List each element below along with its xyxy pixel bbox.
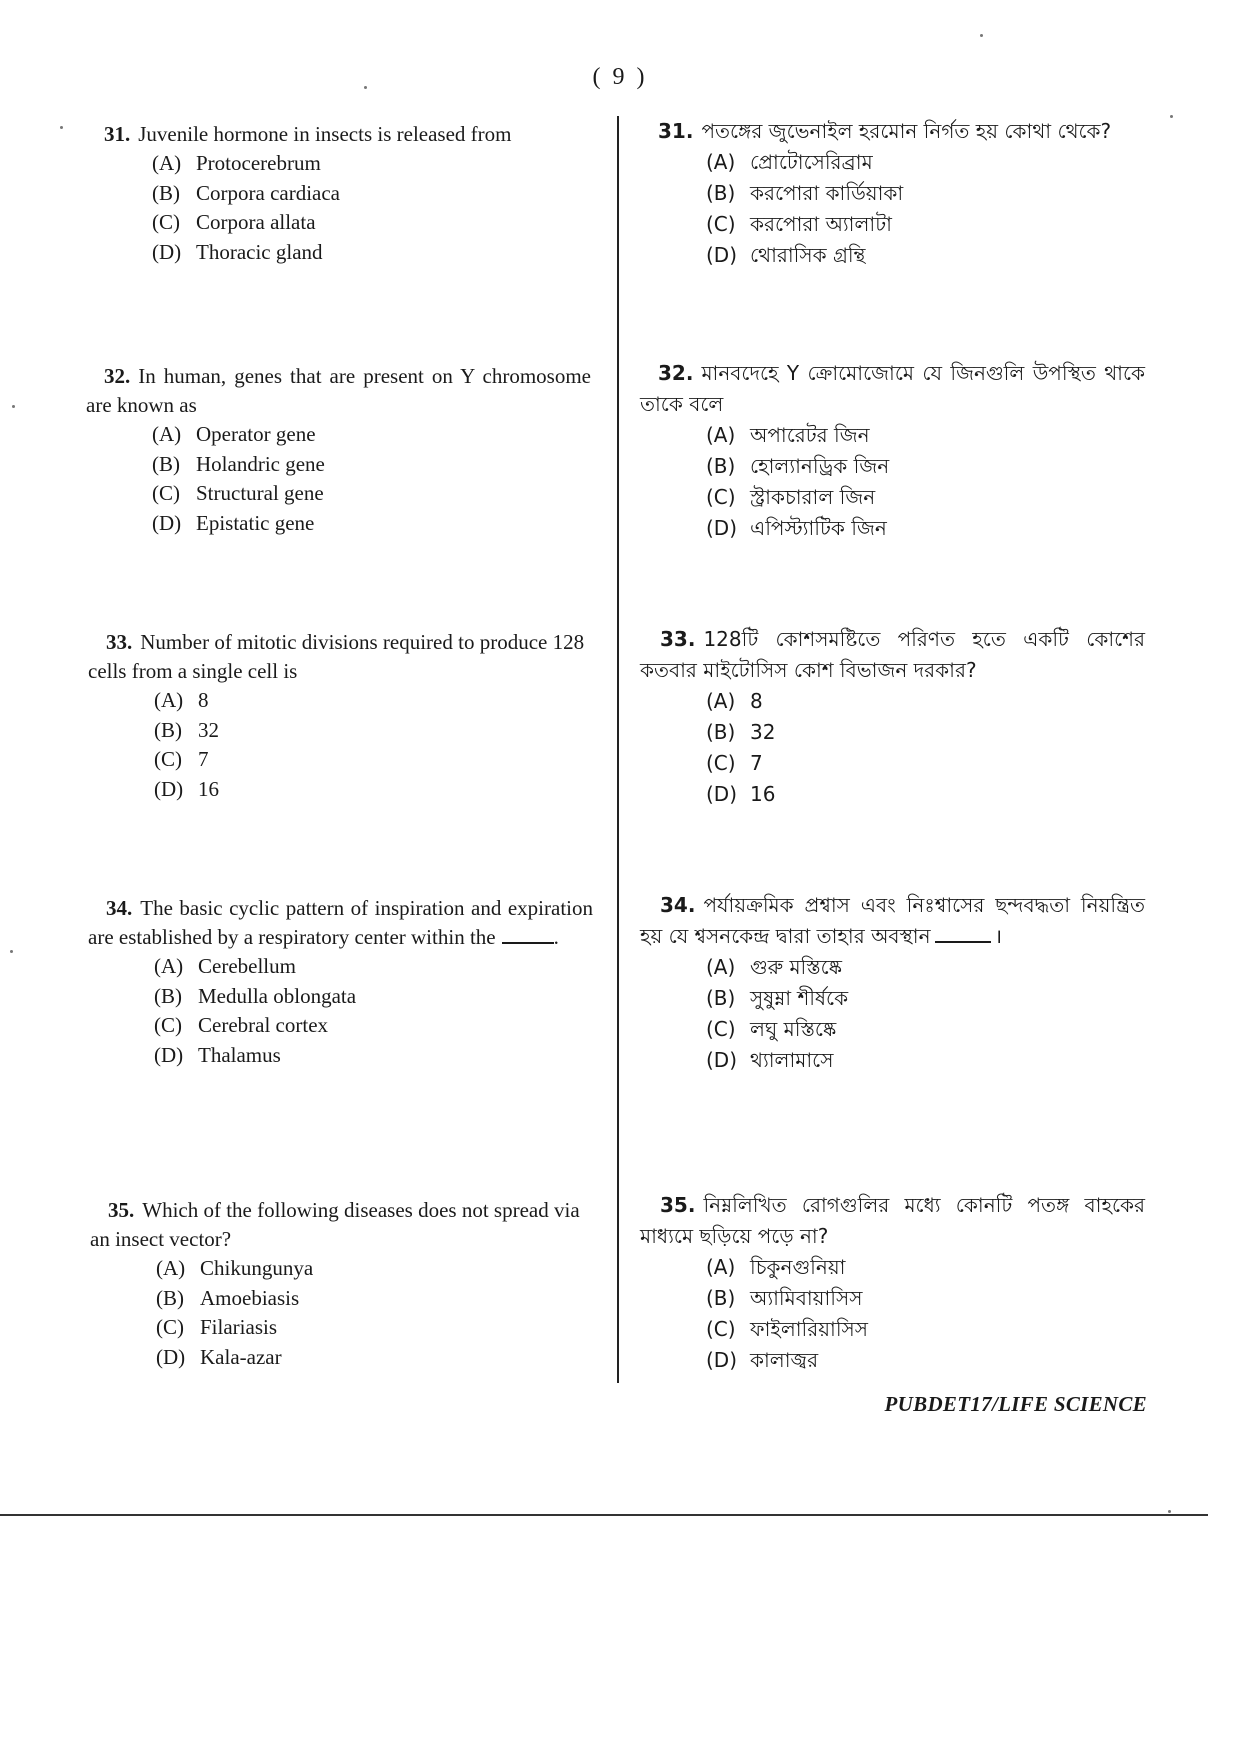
option-label: (C) xyxy=(706,212,736,236)
question-number: 33. xyxy=(106,630,133,654)
option-text: এপিস্ট্যাটিক জিন xyxy=(750,516,887,540)
option-b xyxy=(154,716,593,746)
question-33-bn xyxy=(640,624,1145,810)
option-text: প্রোটোসেরিব্রাম xyxy=(750,150,873,174)
option-b xyxy=(152,179,604,209)
option-label: (D) xyxy=(152,510,182,535)
option-text: করপোরা কার্ডিয়াকা xyxy=(750,181,904,205)
option-label: (A) xyxy=(706,150,736,174)
option-list xyxy=(152,420,591,538)
option-text: 32 xyxy=(198,717,219,742)
question-number: 35. xyxy=(660,1193,696,1217)
option-label: (B) xyxy=(706,1286,736,1310)
question-number: 32. xyxy=(658,361,694,385)
question-33-en xyxy=(88,628,593,804)
option-b xyxy=(706,178,1138,209)
question-stem: Number of mitotic divisions required to produce 128 cells from a single cell is xyxy=(88,630,585,683)
option-list xyxy=(706,420,1145,544)
option-label: (A) xyxy=(154,954,184,978)
option-text: Medulla oblongata xyxy=(198,983,357,1008)
option-a xyxy=(152,149,604,179)
scan-speck xyxy=(980,34,983,37)
option-a xyxy=(156,1254,595,1284)
option-b xyxy=(706,1283,1145,1314)
option-text: লঘু মস্তিষ্কে xyxy=(750,1017,837,1041)
option-d xyxy=(152,509,591,539)
option-label: (A) xyxy=(706,689,736,713)
scan-speck xyxy=(10,950,13,953)
option-label: (D) xyxy=(152,239,182,264)
option-text: Corpora cardiaca xyxy=(196,180,340,205)
option-label: (C) xyxy=(706,485,736,509)
option-text: Thalamus xyxy=(198,1042,281,1067)
option-list xyxy=(706,952,1145,1076)
option-text: 7 xyxy=(198,747,209,771)
question-number: 33. xyxy=(660,627,696,651)
option-a xyxy=(154,686,593,716)
option-label: (C) xyxy=(152,481,180,505)
option-text: Cerebellum xyxy=(198,954,296,978)
option-label: (D) xyxy=(154,1042,184,1067)
option-label: (B) xyxy=(706,454,736,478)
option-d xyxy=(152,238,604,268)
option-c xyxy=(154,1011,593,1041)
option-text: 8 xyxy=(750,689,763,713)
scan-speck xyxy=(1168,1510,1171,1513)
option-text: Holandric gene xyxy=(196,451,325,476)
option-label: (B) xyxy=(706,720,736,744)
option-label: (C) xyxy=(154,1013,182,1037)
option-text: Corpora allata xyxy=(196,210,316,234)
option-text: Cerebral cortex xyxy=(198,1013,329,1037)
question-number: 34. xyxy=(660,893,696,917)
scan-speck xyxy=(60,126,63,129)
option-label: (C) xyxy=(156,1315,184,1339)
option-label: (D) xyxy=(156,1344,186,1369)
option-c xyxy=(154,745,593,775)
option-text: Structural gene xyxy=(196,481,324,505)
option-c xyxy=(706,748,1145,779)
option-text: অ্যামিবায়াসিস xyxy=(750,1286,863,1310)
option-a xyxy=(152,420,591,450)
question-stem-end: । xyxy=(994,924,1003,948)
option-list xyxy=(156,1254,595,1372)
option-label: (B) xyxy=(706,181,736,205)
question-stem-end: . xyxy=(553,925,559,949)
option-label: (B) xyxy=(156,1285,184,1310)
question-34-en xyxy=(88,894,593,1070)
question-text xyxy=(88,894,593,952)
option-c xyxy=(706,1314,1145,1345)
option-text: 7 xyxy=(750,751,763,775)
option-c xyxy=(152,479,591,509)
option-list xyxy=(706,147,1138,271)
option-text: ফাইলারিয়াসিস xyxy=(750,1317,868,1341)
option-label: (D) xyxy=(706,1048,738,1072)
option-label: (C) xyxy=(706,751,736,775)
option-label: (A) xyxy=(706,1255,736,1279)
option-label: (B) xyxy=(152,451,180,476)
option-text: সুষুম্না শীর্ষকে xyxy=(750,986,849,1010)
option-c xyxy=(156,1313,595,1343)
option-a xyxy=(706,147,1138,178)
option-c xyxy=(706,1014,1145,1045)
option-b xyxy=(152,450,591,480)
option-label: (A) xyxy=(706,423,736,447)
question-stem: পর্যায়ক্রমিক প্রশ্বাস এবং নিঃশ্বাসের ছন্দবদ্ধতা নিয়ন্ত্রিত হয় যে শ্বসনকেন্দ্র দ্বারা তাহার অবস্থান xyxy=(640,893,1145,948)
option-label: (A) xyxy=(154,688,184,712)
option-label: (D) xyxy=(706,243,738,267)
option-text: গুরু মস্তিষ্কে xyxy=(750,955,843,979)
option-d xyxy=(706,1345,1145,1376)
scan-speck xyxy=(364,86,367,89)
option-label: (A) xyxy=(152,151,182,175)
option-text: 8 xyxy=(198,688,209,712)
option-b xyxy=(706,717,1145,748)
option-label: (B) xyxy=(152,180,180,205)
option-label: (D) xyxy=(154,776,184,801)
option-text: 32 xyxy=(750,720,776,744)
option-text: Chikungunya xyxy=(200,1256,314,1280)
scan-speck xyxy=(12,405,15,408)
option-d xyxy=(706,779,1145,810)
question-stem: মানবদেহে Y ক্রোমোজোমে যে জিনগুলি উপস্থিত থাকে তাকে বলে xyxy=(640,361,1145,416)
option-d xyxy=(706,1045,1145,1076)
option-list xyxy=(154,686,593,804)
option-text: থ্যালামাসে xyxy=(750,1048,834,1072)
question-stem: নিম্নলিখিত রোগগুলির মধ্যে কোনটি পতঙ্গ বাহকের মাধ্যমে ছড়িয়ে পড়ে না? xyxy=(640,1193,1145,1248)
option-a xyxy=(706,1252,1145,1283)
option-list xyxy=(706,686,1145,810)
option-label: (D) xyxy=(706,782,738,806)
option-b xyxy=(154,982,593,1012)
question-number: 32. xyxy=(104,364,131,388)
option-a xyxy=(706,686,1145,717)
option-d xyxy=(706,240,1138,271)
option-c xyxy=(706,482,1145,513)
option-d xyxy=(156,1343,595,1373)
option-c xyxy=(706,209,1138,240)
option-label: (B) xyxy=(154,983,182,1008)
option-text: Operator gene xyxy=(196,422,316,446)
option-b xyxy=(706,451,1145,482)
question-32-bn xyxy=(640,358,1145,544)
option-text: করপোরা অ্যালাটা xyxy=(750,212,892,236)
question-text xyxy=(86,362,591,420)
option-a xyxy=(154,952,593,982)
question-number: 31. xyxy=(658,119,694,143)
option-label: (C) xyxy=(706,1317,736,1341)
question-31-bn xyxy=(658,116,1138,271)
question-text xyxy=(658,116,1138,147)
question-stem: 128টি কোশসমষ্টিতে পরিণত হতে একটি কোশের কতবার মাইটোসিস কোশ বিভাজন দরকার? xyxy=(640,627,1145,682)
question-stem: Which of the following diseases does not spread via an insect vector? xyxy=(90,1198,580,1251)
option-text: Amoebiasis xyxy=(200,1285,300,1310)
option-d xyxy=(154,775,593,805)
question-35-en xyxy=(90,1196,595,1372)
option-text: 16 xyxy=(750,782,776,806)
option-a xyxy=(706,952,1145,983)
option-label: (D) xyxy=(706,1348,738,1372)
question-text xyxy=(640,890,1145,952)
option-label: (A) xyxy=(156,1256,186,1280)
answer-blank xyxy=(502,926,554,944)
question-stem: পতঙ্গের জুভেনাইল হরমোন নির্গত হয় কোথা থেকে? xyxy=(701,119,1112,143)
option-text: 16 xyxy=(198,776,219,801)
option-text: Thoracic gland xyxy=(196,239,323,264)
option-label: (B) xyxy=(154,717,182,742)
option-label: (C) xyxy=(706,1017,736,1041)
question-31-en xyxy=(104,120,604,267)
question-text xyxy=(640,1190,1145,1252)
option-text: হোল্যানড্রিক জিন xyxy=(750,454,890,478)
option-c xyxy=(152,208,604,238)
option-a xyxy=(706,420,1145,451)
question-stem: In human, genes that are present on Y chromosome are known as xyxy=(86,364,591,417)
question-34-bn xyxy=(640,890,1145,1076)
option-text: স্ট্রাকচারাল জিন xyxy=(750,485,876,509)
option-label: (C) xyxy=(152,210,180,234)
question-32-en xyxy=(86,362,591,538)
question-stem: The basic cyclic pattern of inspiration and expiration are established by a respiratory center within the xyxy=(88,896,593,949)
question-stem: Juvenile hormone in insects is released from xyxy=(138,122,512,146)
option-label: (B) xyxy=(706,986,736,1010)
question-text xyxy=(640,624,1145,686)
option-label: (A) xyxy=(152,422,182,446)
question-number: 34. xyxy=(106,896,133,920)
option-text: Protocerebrum xyxy=(196,151,321,175)
question-number: 35. xyxy=(108,1198,135,1222)
option-label: (D) xyxy=(706,516,738,540)
question-text xyxy=(104,120,604,149)
option-text: Filariasis xyxy=(200,1315,277,1339)
option-label: (C) xyxy=(154,747,182,771)
question-number: 31. xyxy=(104,122,131,146)
scan-speck xyxy=(1170,115,1173,118)
answer-blank xyxy=(935,925,991,943)
question-text xyxy=(90,1196,595,1254)
option-list xyxy=(152,149,604,267)
page-number: ( 9 ) xyxy=(592,64,648,90)
option-d xyxy=(706,513,1145,544)
option-list xyxy=(706,1252,1145,1376)
question-text xyxy=(88,628,593,686)
column-divider xyxy=(617,116,619,1383)
option-b xyxy=(156,1284,595,1314)
bottom-rule xyxy=(0,1514,1208,1516)
option-d xyxy=(154,1041,593,1071)
option-text: থোরাসিক গ্রন্থি xyxy=(750,243,866,267)
paper-code: PUBDET17/LIFE SCIENCE xyxy=(884,1392,1147,1416)
option-label: (A) xyxy=(706,955,736,979)
option-text: Kala-azar xyxy=(200,1344,282,1369)
question-35-bn xyxy=(640,1190,1145,1376)
option-text: চিকুনগুনিয়া xyxy=(750,1255,846,1279)
option-list xyxy=(154,952,593,1070)
option-text: অপারেটর জিন xyxy=(750,423,870,447)
option-text: Epistatic gene xyxy=(196,510,315,535)
question-text xyxy=(640,358,1145,420)
option-text: কালাজ্বর xyxy=(750,1348,819,1372)
option-b xyxy=(706,983,1145,1014)
